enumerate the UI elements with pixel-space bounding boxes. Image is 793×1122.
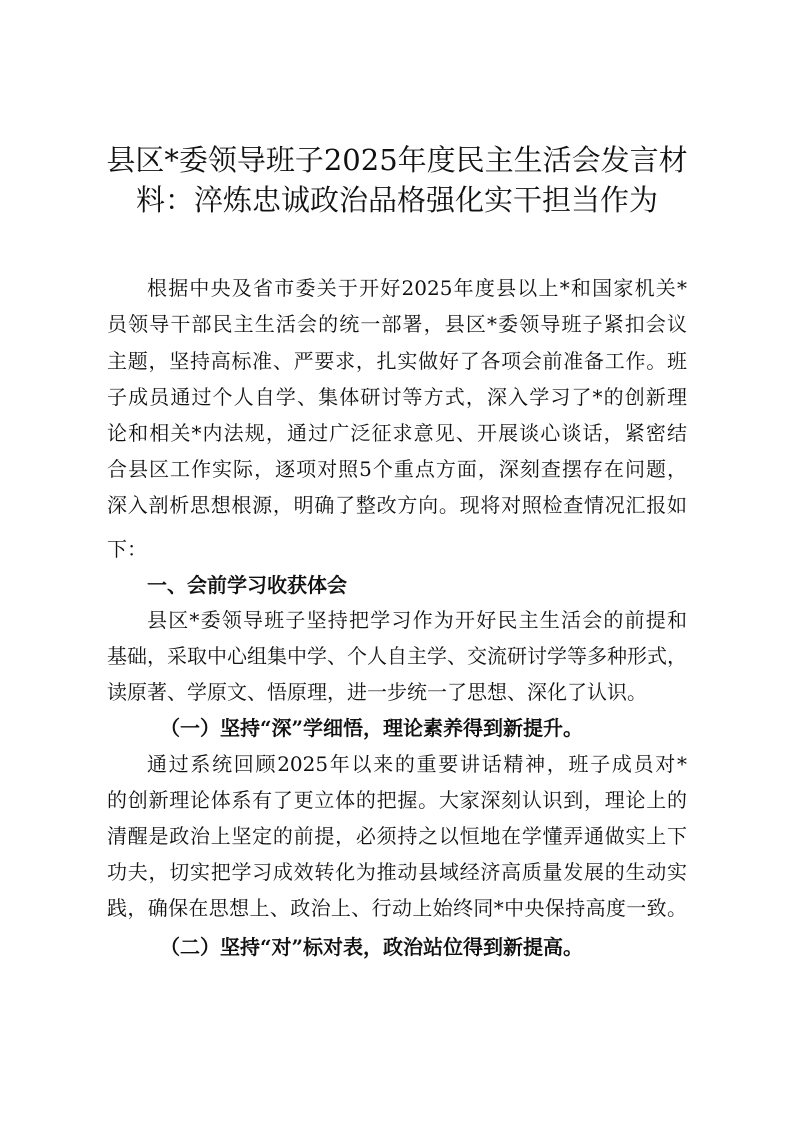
intro-line: 员领导干部民主生活会的统一部署，县区*委领导班子紧扣会议: [107, 312, 687, 336]
document-title-line-2: 料：淬炼忠诚政治品格强化实干担当作为: [135, 183, 658, 217]
intro-line: 深入剖析思想根源，明确了整改方向。现将对照检查情况汇报如: [107, 493, 687, 517]
section-para-line: 县区*委领导班子坚持把学习作为开好民主生活会的前提和: [147, 608, 687, 632]
subsection-para-line: 清醒是政治上坚定的前提，必须持之以恒地在学懂弄通做实上下: [107, 824, 687, 848]
section-heading: 一、会前学习收获体会: [147, 573, 347, 597]
intro-line: 合县区工作实际，逐项对照5个重点方面，深刻查摆存在问题，: [107, 457, 687, 481]
subsection-para-line: 践，确保在思想上、政治上、行动上始终同*中央保持高度一致。: [107, 896, 687, 920]
subsection-para-line: 通过系统回顾2025年以来的重要讲话精神，班子成员对*: [147, 752, 687, 776]
subsection-heading: （一）坚持“深”学细悟，理论素养得到新提升。: [160, 716, 584, 740]
section-para-line: 基础，采取中心组集中学、个人自主学、交流研讨学等多种形式，: [107, 644, 687, 668]
intro-line: 子成员通过个人自学、集体研讨等方式，深入学习了*的创新理: [107, 385, 687, 409]
intro-line: 下：: [107, 537, 147, 561]
intro-line: 主题，坚持高标准、严要求，扎实做好了各项会前准备工作。班: [107, 349, 687, 373]
subsection-para-line: 的创新理论体系有了更立体的把握。大家深刻认识到，理论上的: [107, 788, 687, 812]
section-para-line: 读原著、学原文、悟原理，进一步统一了思想、深化了认识。: [107, 680, 647, 704]
subsection-heading: （二）坚持“对”标对表，政治站位得到新提高。: [160, 935, 584, 959]
document-title-line-1: 县区*委领导班子2025年度民主生活会发言材: [106, 143, 688, 177]
subsection-para-line: 功夫，切实把学习成效转化为推动县域经济高质量发展的生动实: [107, 860, 687, 884]
intro-line: 论和相关*内法规，通过广泛征求意见、开展谈心谈话，紧密结: [107, 421, 687, 445]
intro-line: 根据中央及省市委关于开好2025年度县以上*和国家机关*: [147, 276, 687, 300]
